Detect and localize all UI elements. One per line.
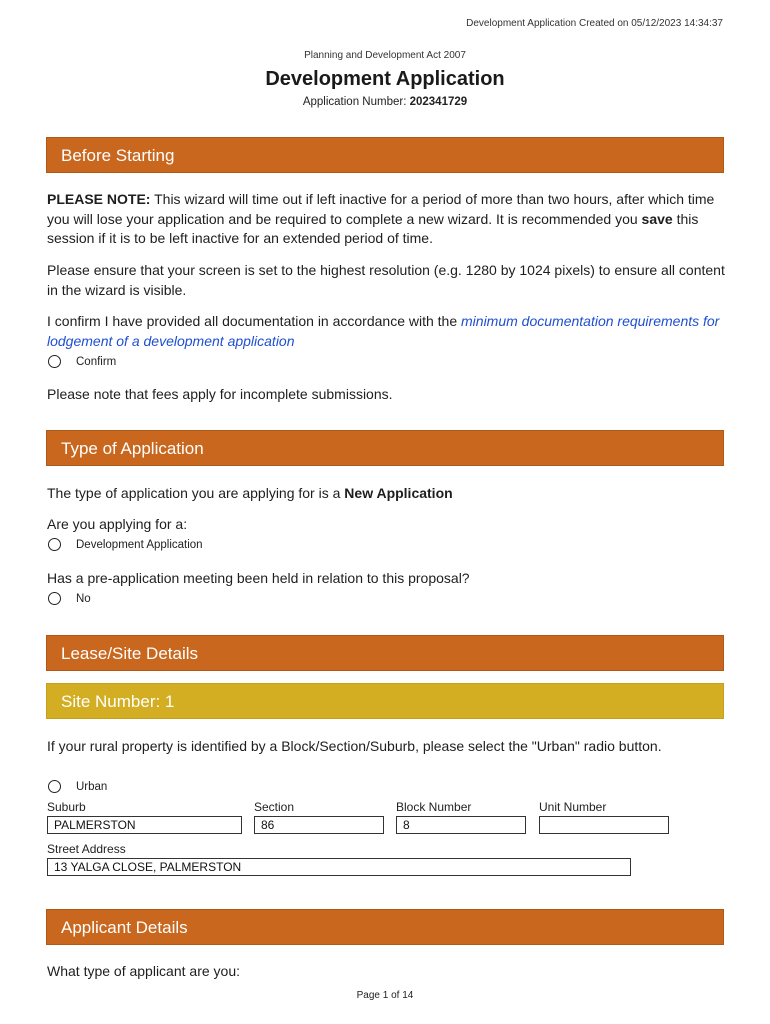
suburb-label: Suburb (47, 800, 86, 814)
development-application-radio-row[interactable] (48, 538, 203, 551)
urban-label: Urban (76, 780, 108, 793)
timeout-note (47, 190, 727, 249)
fees-note: Please note that fees apply for incomplete submissions. (47, 386, 393, 402)
pre-meeting-no-radio[interactable] (48, 592, 61, 605)
site-number-heading: Site Number: 1 (61, 692, 175, 711)
confirm-text: I confirm I have provided all documentation in accordance with the (47, 313, 462, 329)
pre-meeting-no-label: No (76, 592, 91, 605)
application-number-label: Application Number: (302, 96, 410, 108)
pre-meeting-no-radio-row[interactable] (48, 592, 91, 605)
section-heading: Type of Application (61, 439, 204, 458)
page-indicator: Page 1 of 14 (356, 990, 414, 1001)
type-text: The type of application you are applying for is a (47, 485, 345, 501)
rural-property-note: If your rural property is identified by a Block/Section/Suburb, please select the "Urban" radio button. (47, 738, 662, 754)
site-number-bar (46, 683, 724, 719)
section-heading: Before Starting (61, 146, 175, 165)
application-number (0, 96, 770, 108)
note-text-1: This wizard will time out if left inactive for a period of more than two hours, after which time you will lose your application and be required to complete a new wizard. It is recommended you (47, 191, 715, 227)
section-applicant-details (46, 909, 724, 945)
application-number-value: 202341729 (409, 96, 468, 108)
urban-radio-row[interactable] (48, 780, 107, 793)
section-heading: Lease/Site Details (61, 644, 199, 663)
type-value: New Application (344, 485, 453, 501)
block-number-label: Block Number (396, 800, 472, 814)
note-save: save (641, 210, 673, 227)
resolution-note: Please ensure that your screen is set to the highest resolution (e.g. 1280 by 1024 pixels) to ensure all content in the wizard is visible. (47, 262, 725, 298)
confirm-statement (47, 312, 727, 351)
page-title: Development Application (265, 68, 505, 90)
suburb-field[interactable] (47, 816, 242, 834)
street-address-field[interactable] (47, 858, 631, 876)
section-before-starting (46, 137, 724, 173)
section-heading: Applicant Details (61, 918, 188, 937)
applicant-type-question: What type of applicant are you: (47, 963, 240, 979)
unit-number-label: Unit Number (539, 800, 607, 814)
section-field[interactable] (254, 816, 384, 834)
development-application-radio[interactable] (48, 538, 61, 551)
note-text-2: this session if it is to be left inactive for an extended period of time. (47, 210, 699, 246)
development-application-label: Development Application (76, 538, 203, 551)
applying-for-question: Are you applying for a: (47, 516, 188, 532)
section-lease-site-details (46, 635, 724, 671)
urban-radio[interactable] (48, 780, 61, 793)
section-type-of-application (46, 430, 724, 466)
note-bold: PLEASE NOTE: (47, 191, 151, 207)
confirm-radio-label: Confirm (76, 355, 117, 368)
documentation-requirements-link[interactable]: minimum documentation requirements for lodgement of a development application (47, 313, 720, 349)
created-timestamp: Development Application Created on 05/12/2023 14:34:37 (466, 18, 723, 29)
pre-meeting-question: Has a pre-application meeting been held in relation to this proposal? (47, 570, 470, 586)
confirm-radio[interactable] (48, 355, 61, 368)
section-label: Section (254, 800, 295, 814)
block-number-field[interactable] (396, 816, 526, 834)
street-address-label: Street Address (47, 842, 126, 856)
unit-number-field[interactable] (539, 816, 669, 834)
confirm-radio-row[interactable] (48, 355, 116, 368)
application-type-text (47, 484, 727, 504)
act-name: Planning and Development Act 2007 (304, 50, 466, 61)
